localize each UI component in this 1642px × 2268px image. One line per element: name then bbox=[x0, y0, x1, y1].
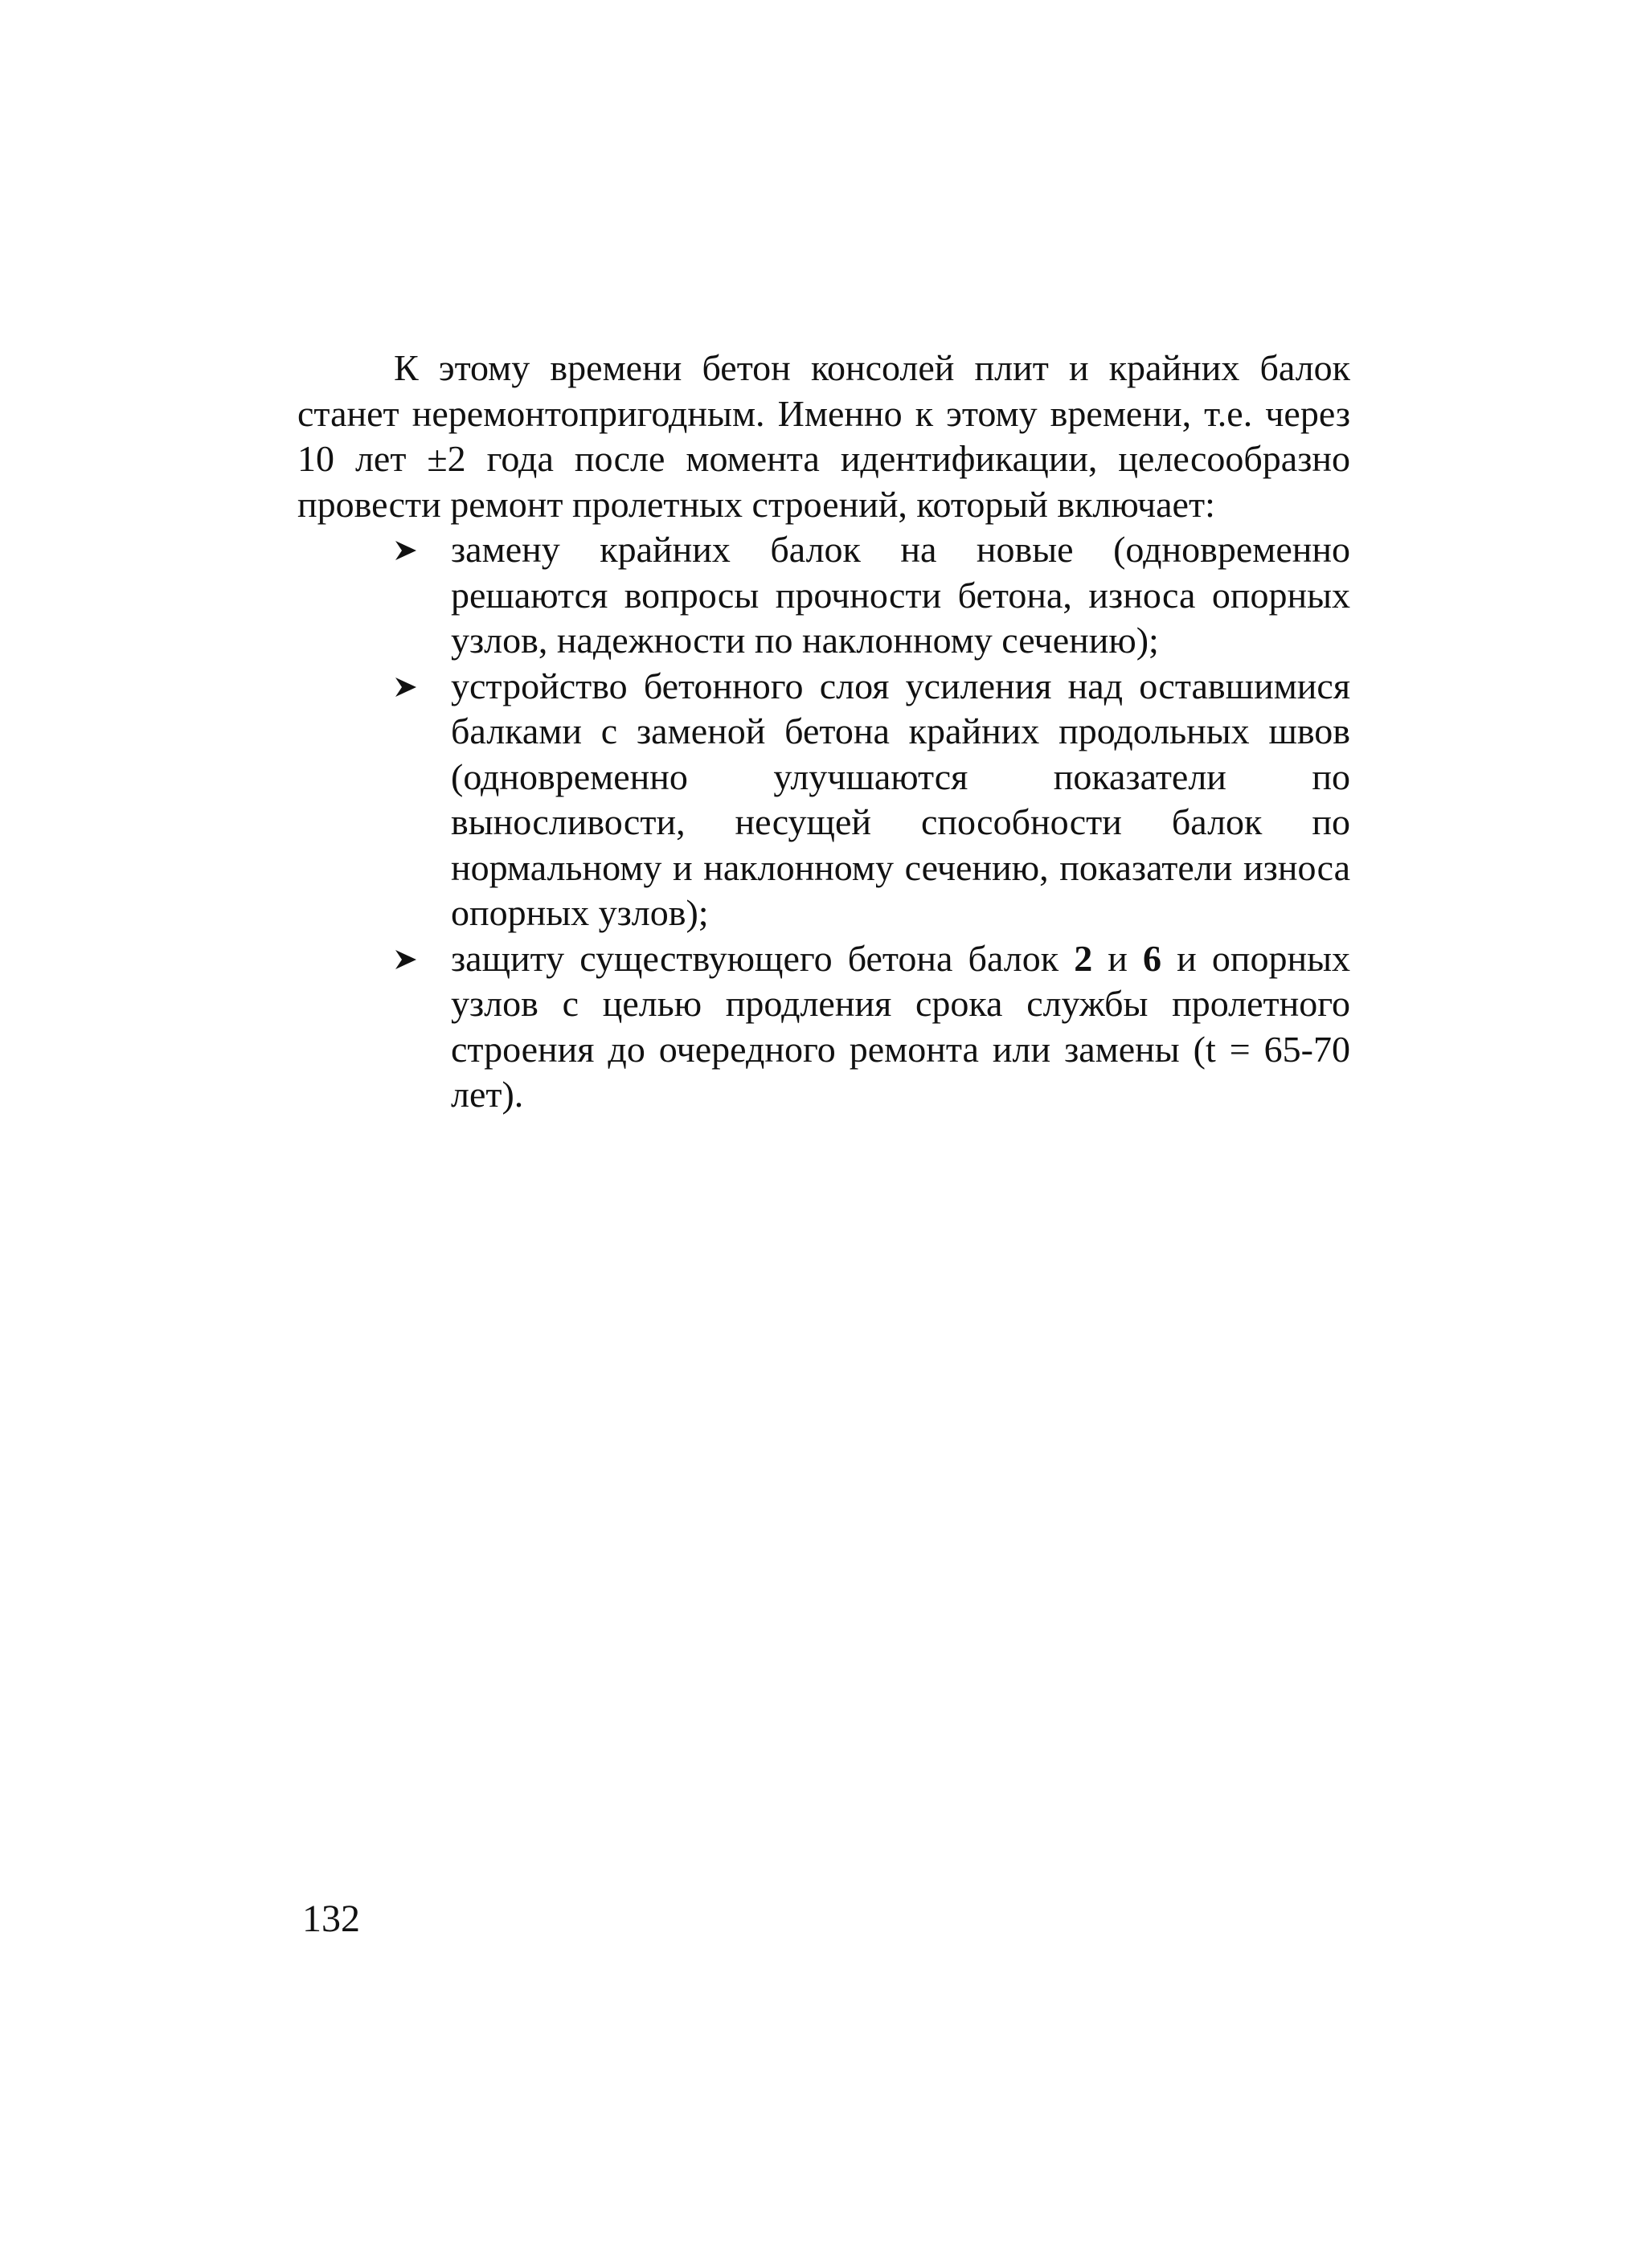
arrowhead-bullet-icon bbox=[394, 948, 418, 972]
beam-number-bold: 6 bbox=[1143, 937, 1162, 979]
bullet-text-part: и опорных узлов с целью продления срока службы пролетного строения до очередного ремонта или замены (t = 65-70 лет). bbox=[451, 937, 1350, 1115]
arrowhead-bullet-icon bbox=[394, 675, 418, 699]
bullet-list bbox=[297, 527, 1350, 1118]
list-item bbox=[297, 936, 1350, 1118]
list-item bbox=[297, 664, 1350, 936]
bullet-text: устройство бетонного слоя усиления над оставшимися балками с заменой бетона крайних продольных швов (одновременно улучшаются показатели по выносливости, несущей способности балок по нормальному и наклонному сечению, показатели износа опорных узлов); bbox=[451, 665, 1350, 933]
page-number: 132 bbox=[302, 1898, 360, 1940]
beam-number-bold: 2 bbox=[1074, 937, 1093, 979]
bullet-text-part: защиту существующего бетона балок bbox=[451, 937, 1075, 979]
bullet-text-part: и bbox=[1092, 937, 1144, 979]
main-text-block bbox=[297, 346, 1350, 1118]
list-item bbox=[297, 527, 1350, 664]
intro-paragraph: К этому времени бетон консолей плит и крайних балок станет неремонтопригодным. Именно к этому времени, т.е. через 10 лет ±2 года после момента идентификации, целесообразно провести ремонт пролетных строений, который включает: bbox=[297, 347, 1350, 525]
arrowhead-bullet-icon bbox=[394, 538, 418, 563]
bullet-text: замену крайних балок на новые (одновременно решаются вопросы прочности бетона, износа опорных узлов, надежности по наклонному сечению); bbox=[451, 529, 1350, 661]
